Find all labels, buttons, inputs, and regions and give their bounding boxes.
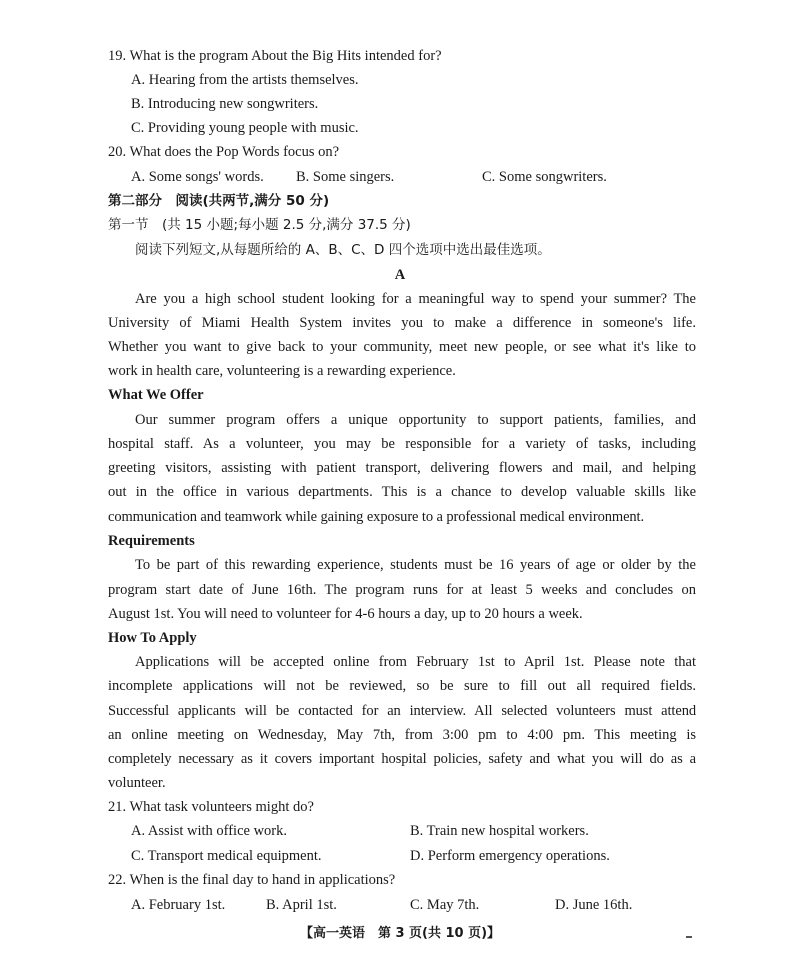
q20-option-c: C. Some songwriters. <box>482 169 607 185</box>
intro-line: University of Miami Health System invites you to make a difference in someone's life. <box>108 315 696 331</box>
offer-line: Our summer program offers a unique opportunity to support patients, families, and <box>135 412 696 428</box>
scan-mark <box>686 936 692 938</box>
offer-line: communication and teamwork while gaining exposure to a professional medical environment. <box>108 509 645 525</box>
apply-line: completely necessary as it covers important hospital policies, safety and what you will do as a <box>108 751 696 767</box>
q22-option-b: B. April 1st. <box>266 897 337 913</box>
q21-option-b: B. Train new hospital workers. <box>410 823 589 839</box>
page-footer: 【高一英语 第 3 页(共 10 页)】 <box>299 926 501 941</box>
offer-heading: What We Offer <box>108 387 204 403</box>
offer-line: out in the office in various departments. This is a chance to develop valuable skills like <box>108 484 696 500</box>
intro-line: Whether you want to give back to your community, meet new people, or see what it's like to <box>108 339 696 355</box>
passage-label: A <box>394 267 406 283</box>
apply-heading: How To Apply <box>108 630 197 646</box>
intro-line: work in health care, volunteering is a rewarding experience. <box>108 363 456 379</box>
q21-option-d: D. Perform emergency operations. <box>410 848 610 864</box>
requirements-line: To be part of this rewarding experience, students must be 16 years of age or older by the <box>135 557 696 573</box>
requirements-line: August 1st. You will need to volunteer for 4-6 hours a day, up to 20 hours a week. <box>108 606 583 622</box>
offer-line: greeting visitors, assisting with patient transport, delivering flowers and mail, and helping <box>108 460 696 476</box>
part2-title: 第二部分 阅读(共两节,满分 50 分) <box>108 193 330 209</box>
q22-option-d: D. June 16th. <box>555 897 633 913</box>
requirements-line: program start date of June 16th. The program runs for at least 5 weeks and concludes on <box>108 582 696 598</box>
q20-option-b: B. Some singers. <box>296 169 395 185</box>
offer-line: hospital staff. As a volunteer, you may be responsible for a variety of tasks, including <box>108 436 696 452</box>
q21-question: 21. What task volunteers might do? <box>108 799 314 815</box>
q21-option-a: A. Assist with office work. <box>131 823 288 839</box>
reading-instruction: 阅读下列短文,从每题所给的 A、B、C、D 四个选项中选出最佳选项。 <box>135 242 551 258</box>
section1-title: 第一节 (共 15 小题;每小题 2.5 分,满分 37.5 分) <box>108 217 411 233</box>
q19-option-a: A. Hearing from the artists themselves. <box>131 72 359 88</box>
q22-option-a: A. February 1st. <box>131 897 226 913</box>
apply-line: an online meeting on Wednesday, May 7th, from 3:00 pm to 4:00 pm. This meeting is <box>108 727 696 743</box>
q20-question: 20. What does the Pop Words focus on? <box>108 144 340 160</box>
apply-line: Successful applicants will be contacted for an interview. All selected volunteers must attend <box>108 703 696 719</box>
q22-question: 22. When is the final day to hand in applications? <box>108 872 396 888</box>
q20-option-a: A. Some songs' words. <box>131 169 264 185</box>
apply-line: incomplete applications will not be reviewed, so be sure to fill out all required fields. <box>108 678 696 694</box>
q22-option-c: C. May 7th. <box>410 897 480 913</box>
apply-line: volunteer. <box>108 775 166 791</box>
q19-option-b: B. Introducing new songwriters. <box>131 96 319 112</box>
q19-question: 19. What is the program About the Big Hits intended for? <box>108 48 442 64</box>
requirements-heading: Requirements <box>108 533 195 549</box>
q21-option-c: C. Transport medical equipment. <box>131 848 322 864</box>
q19-option-c: C. Providing young people with music. <box>131 120 359 136</box>
apply-line: Applications will be accepted online from February 1st to April 1st. Please note that <box>135 654 696 670</box>
intro-line: Are you a high school student looking for a meaningful way to spend your summer? The <box>135 291 696 307</box>
